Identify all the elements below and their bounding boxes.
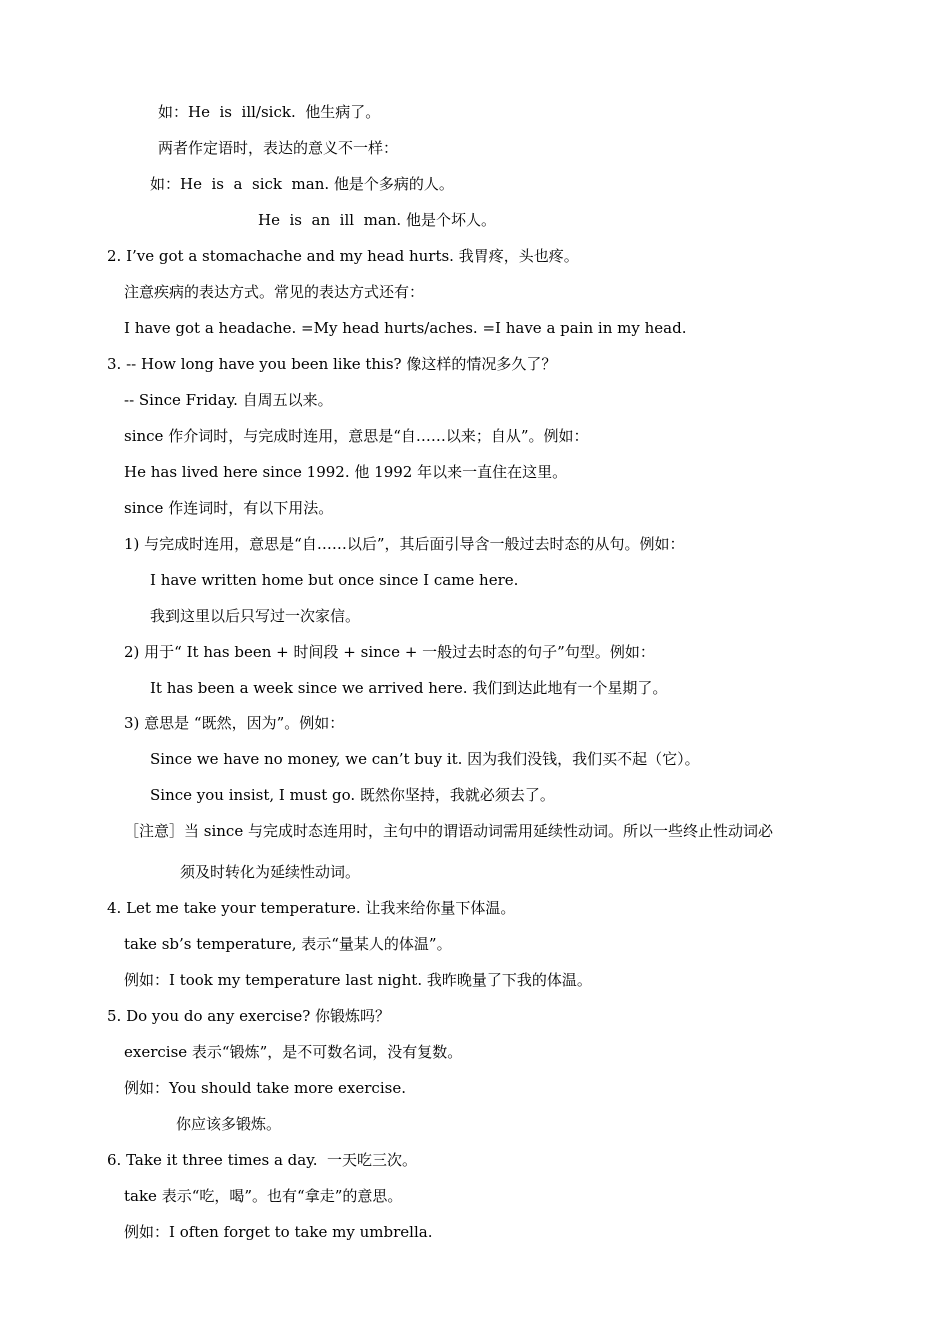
example-line: 如：He is ill/sick. 他生病了。 [158, 103, 381, 121]
example-line: I have got a headache. =My head hurts/aches. =I have a pain in my head. [124, 319, 687, 337]
example-line: 你应该多锻炼。 [176, 1115, 282, 1133]
example-line: He is an ill man. 他是个坏人。 [258, 211, 496, 229]
numbered-item-2: 2. I’ve got a stomachache and my head hurts. 我胃疼，头也疼。 [107, 247, 579, 265]
note-line: take 表示“吃，喝”。也有“拿走”的意思。 [124, 1187, 403, 1205]
note-line: take sb’s temperature, 表示“量某人的体温”。 [124, 935, 452, 953]
example-line: I have written home but once since I came here. [150, 571, 519, 589]
note-line: 注意疾病的表达方式。常见的表达方式还有： [124, 283, 425, 301]
numbered-item-3: 3. -- How long have you been like this? 像这样的情况多久了？ [107, 355, 557, 373]
attention-note: ［注意］当 since 与完成时态连用时，主句中的谓语动词需用延续性动词。所以一些终止性动词必 [124, 822, 773, 840]
note-line: since 作连词时，有以下用法。 [124, 499, 334, 517]
note-line: 两者作定语时，表达的意义不一样： [158, 139, 399, 157]
example-line: 例如：I often forget to take my umbrella. [124, 1223, 433, 1241]
example-line: It has been a week since we arrived here. 我们到达此地有一个星期了。 [150, 679, 668, 697]
example-line: He has lived here since 1992. 他 1992 年以来一直住在这里。 [124, 463, 568, 481]
numbered-item-6: 6. Take it three times a day. 一天吃三次。 [107, 1151, 418, 1169]
example-line: 例如：You should take more exercise. [124, 1079, 406, 1097]
example-line: Since you insist, I must go. 既然你坚持，我就必须去了。 [150, 786, 555, 804]
usage-item-2: 2) 用于“ It has been + 时间段 + since + 一般过去时态的句子”句型。例如： [124, 643, 655, 661]
note-line: since 作介词时，与完成时连用，意思是“自……以来；自从”。例如： [124, 427, 589, 445]
note-line: exercise 表示“锻炼”，是不可数名词，没有复数。 [124, 1043, 463, 1061]
dialogue-line: -- Since Friday. 自周五以来。 [124, 391, 333, 409]
usage-item-3: 3) 意思是 “既然，因为”。例如： [124, 714, 345, 732]
example-line: 例如：I took my temperature last night. 我昨晚量了下我的体温。 [124, 971, 592, 989]
example-line: 如：He is a sick man. 他是个多病的人。 [150, 175, 454, 193]
attention-note-continued: 须及时转化为延续性动词。 [180, 863, 361, 881]
numbered-item-5: 5. Do you do any exercise? 你锻炼吗？ [107, 1007, 391, 1025]
usage-item-1: 1) 与完成时连用，意思是“自……以后”，其后面引导含一般过去时态的从句。例如： [124, 535, 685, 553]
example-line: Since we have no money, we can’t buy it. 因为我们没钱，我们买不起（它）。 [150, 750, 700, 768]
numbered-item-4: 4. Let me take your temperature. 让我来给你量下体温。 [107, 899, 516, 917]
example-line: 我到这里以后只写过一次家信。 [150, 607, 361, 625]
